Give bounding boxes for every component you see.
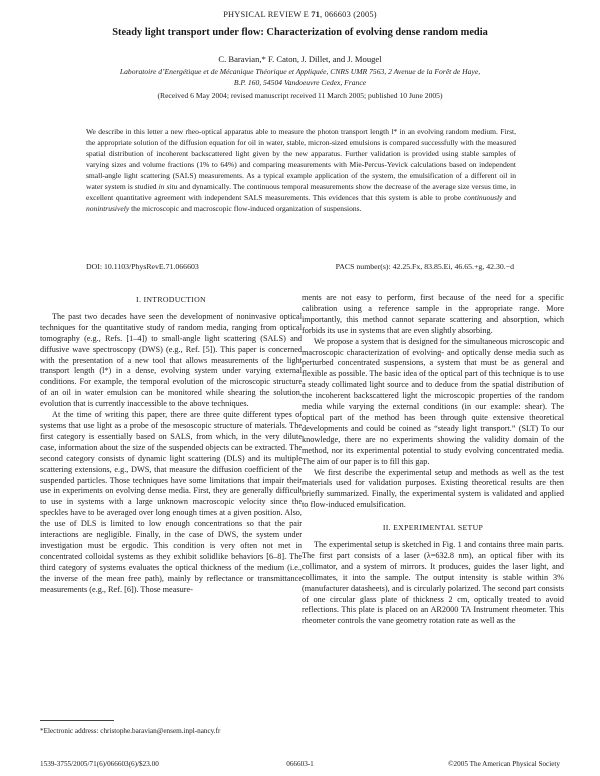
intro-paragraph-continued: ments are not easy to perform, first because of the need for a specific calibration using a reference sample in the appropriate range. More importantly, this method cannot separate scattering and absorption, which forbids its use in systems that are even slightly absorbing. (302, 293, 564, 335)
intro-paragraph-4: We first describe the experimental setup and methods as well as the test materials used for validation purposes. Existing theoretical results are then briefly summarized. Finally, the experimental system is validated and applied to flow-induced emulsification. (302, 467, 564, 510)
intro-paragraph-2: At the time of writing this paper, there are three quite different types of systems that use light as a probe of the mesoscopic structure of materials. The first category is essentially based on SALS, from which, in the very dilute case, information about the size of the suspended objects can be extracted. The second category consists of dynamic light scattering (DLS) and its multiple scattering extensions, e.g., DWS, that measure the diffusion coefficient of the suspended particles. Those techniques have some limitations that impair their use in experiments on evolving dense media. First, they are generally difficult to use in systems with a large unknown macroscopic velocity since the speckles have to be averaged over long enough times at a given position. Also, the use of DLS is limited to low enough concentrations so that the pair interactions are negligible. Finally, in the case of DWS, the system under investigation must be ergodic. This condition is very often not met in concentrated colloidal systems as they exhibit solidlike behaviors [6–8]. The third category of systems evaluates the optical thickness of the medium (i.e., the inverse of the mean free path), mainly by reflectance or transmittance measurements (e.g., Ref. [6]). Those measure- (40, 410, 302, 594)
setup-heading: II. EXPERIMENTAL SETUP (382, 523, 484, 533)
left-column (40, 293, 302, 595)
right-column (302, 293, 564, 627)
running-head (0, 10, 600, 19)
intro-heading: I. INTRODUCTION (136, 295, 206, 304)
affiliation (60, 67, 540, 88)
doi-link[interactable]: DOI: 10.1103/PhysRevE.71.066603 (86, 262, 199, 271)
abstract-part-1: We describe in this letter a new rheo-optical apparatus able to measure the photon transport length l* in an evolving random medium. First, the appropriate solution of the diffusion equation for oil in water, stable, micron-sized emulsions is compared successfully with the measured spatial distribution of incoherent backscattered light given by the new apparatus. Further validation is provided using stable samples of varying sizes and volume fractions (1% to 64%) and comparing measurements with Mie-Percus-Yevick calculations based on independent small-angle light scattering (SALS) measurements. As a typical example application of the system, the emulsification of a different oil in water system is studied (86, 127, 516, 191)
abstract (86, 127, 516, 215)
received-dates: (Received 6 May 2004; revised manuscript received 11 March 2005; published 10 June 2005) (157, 91, 443, 100)
volume-number: 71 (311, 10, 321, 19)
footnote-rule (40, 720, 114, 721)
affiliation-line-1: Laboratoire d’Energétique et de Mécanique Théorique et Appliquée, CNRS UMR 7563, 2 Avenue de la Forêt de Haye, (119, 67, 481, 76)
author-list: C. Baravian,* F. Caton, J. Dillet, and J. Mougel (218, 54, 382, 64)
setup-paragraph-1: The experimental setup is sketched in Fig. 1 and contains three main parts. The first part consists of a laser (λ=632.8 nm), an optical fiber with its collimator, and a system of mirrors. It produces, guides the laser light, and collimates, it into the sample. The output intensity is stable within 3% (manufacturer datasheets), and is circularly polarized. The second part consists of one circular glass plate of thickness 2 cm, optically treated to avoid reflections. This plate is placed on an AR2000 TA Instrument rheometer. This rheometer controls the vane geometry rotation rate as well as the (302, 540, 564, 626)
abstract-part-2: and dynamically. The continuous temporal measurements show the decrease of the average size versus time, in excellent quantitative agreement with independent SALS measurements. This evidences that this system is able to probe (86, 181, 516, 202)
affiliation-line-2: B.P. 160, 54504 Vandoeuvre Cedex, France (233, 77, 367, 87)
pacs-numbers: PACS number(s): 42.25.Fx, 83.85.Ei, 46.65.+g, 42.30.−d (335, 262, 514, 271)
article-info: , 066603 (2005) (320, 10, 377, 19)
paper-title: Steady light transport under flow: Characterization of evolving dense random media (112, 27, 488, 38)
abstract-in-situ: in situ (158, 181, 178, 191)
abstract-nonintrusively: nonintrusively (86, 203, 130, 213)
footnote-email: *Electronic address: christophe.baravian@ensem.inpl-nancy.fr (40, 727, 221, 735)
footer-issn: 1539-3755/2005/71(6)/066603(6)/$23.00 (40, 760, 159, 768)
abstract-part-3: the microscopic and macroscopic flow-induced organization of suspensions. (129, 203, 362, 213)
footer-copyright: ©2005 The American Physical Society (448, 760, 560, 768)
footer-page-number: 066603-1 (286, 760, 314, 768)
intro-paragraph-1: The past two decades have seen the development of noninvasive optical techniques for the quantitative study of random media, ranging from optical tomography (e.g., Refs. [1–4]) to small-angle light scattering (SALS) and diffusive wave spectroscopy (DWS) (e.g., Ref. [5]). This paper is concerned with the presentation of a new tool that allows measurements of the light transport length (l*) in a dense, evolving system under varying external conditions. For example, the temporal evolution of the microscopic structure of an oil in water emulsion can be monitored while shearing the solution, evolution that is currently inaccessible to the above techniques. (40, 311, 302, 409)
intro-paragraph-3: We propose a system that is designed for the simultaneous microscopic and macroscopic characterization of evolving- and optically dense media such as perturbed concentrated suspensions, a system that must be as general and flexible as possible. The basic idea of the optical part of this technique is to use a steady collimated light source and to deduce from the spatial distribution of the incoherent backscattered light the microscopic properties of the random media while varying the external conditions (in our example: shear). The optical part of the method has been through quite extensive theoretical developments and could be coined as “steady light transport.” (SLT) To our knowledge, there are no experiments showing the validity domain of the method, nor its experimental potential to study evolving concentrated media. The aim of our paper is to fill this gap. (302, 336, 564, 466)
abstract-and: and (502, 192, 516, 202)
journal-name: PHYSICAL REVIEW E (223, 10, 309, 19)
abstract-continuously: continuously (463, 192, 503, 202)
